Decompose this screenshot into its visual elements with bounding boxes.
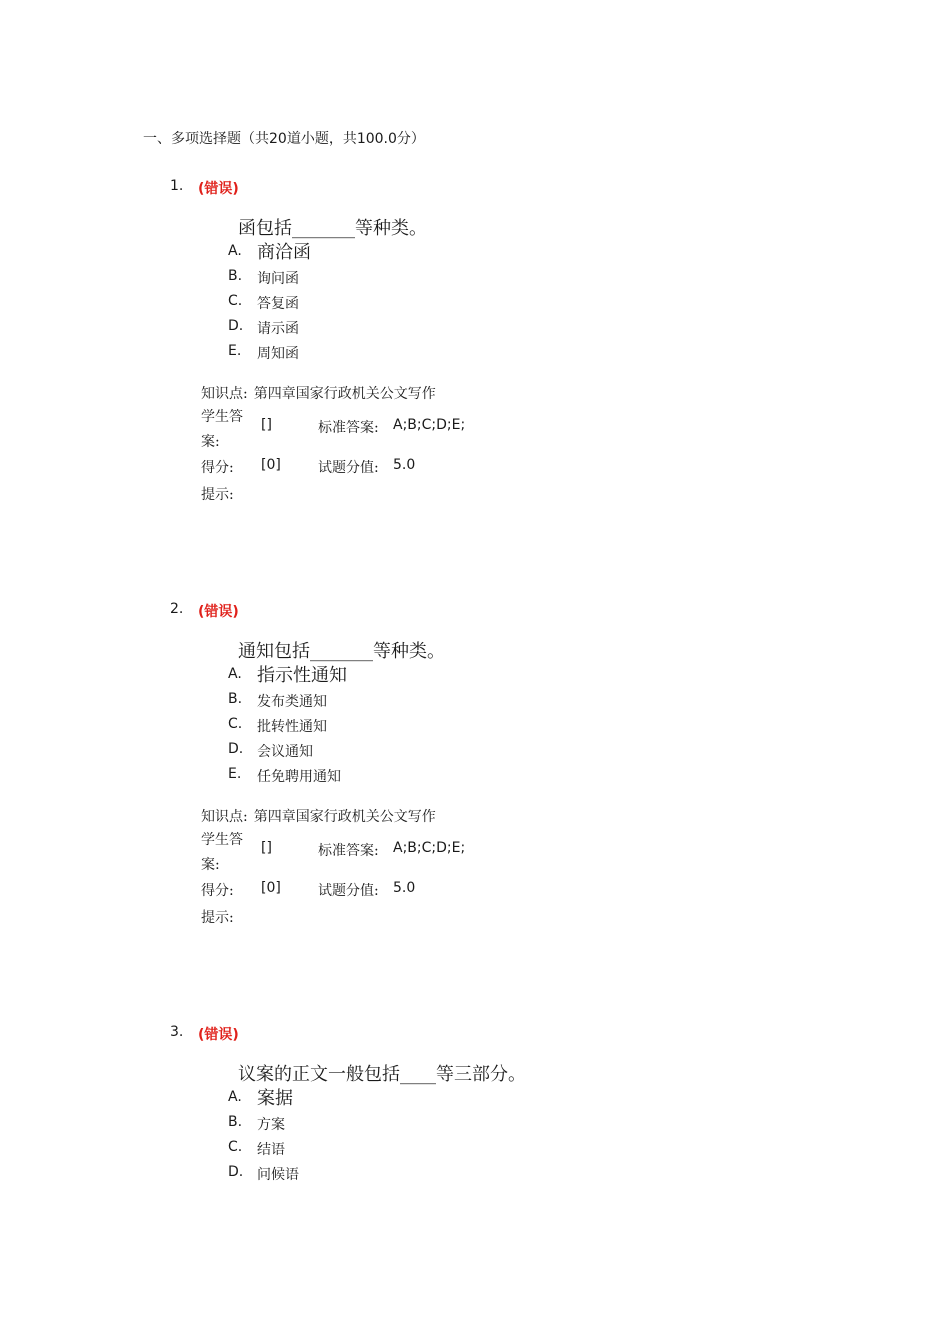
option-letter: D. <box>228 318 244 334</box>
student-answer-value: [] <box>261 840 272 856</box>
option-text: 指示性通知 <box>257 665 347 686</box>
option-text: 案据 <box>257 1088 293 1109</box>
points-value: 5.0 <box>393 457 416 473</box>
question-stem: 通知包括_______等种类。 <box>238 641 445 662</box>
option-text: 方案 <box>257 1117 285 1133</box>
standard-answer-label: 标准答案: <box>318 420 379 436</box>
question-stem: 函包括_______等种类。 <box>238 218 427 239</box>
option-letter: C. <box>228 293 243 309</box>
score-label: 得分: <box>201 883 234 899</box>
score-value: [0] <box>261 457 281 473</box>
option-letter: C. <box>228 1139 243 1155</box>
option-letter: B. <box>228 268 243 284</box>
standard-answer-value: A;B;C;D;E; <box>393 840 466 856</box>
option-letter: C. <box>228 716 243 732</box>
option-text: 问候语 <box>257 1167 299 1183</box>
standard-answer-value: A;B;C;D;E; <box>393 417 466 433</box>
points-label: 试题分值: <box>318 883 379 899</box>
question-status-badge: (错误) <box>198 181 239 197</box>
knowledge-point-label: 知识点: <box>201 809 248 825</box>
option-letter: B. <box>228 1114 243 1130</box>
standard-answer-label: 标准答案: <box>318 843 379 859</box>
question-number: 1. <box>170 178 184 194</box>
option-letter: E. <box>228 766 242 782</box>
option-text: 批转性通知 <box>257 719 327 735</box>
option-letter: D. <box>228 1164 244 1180</box>
option-text: 询问函 <box>257 271 299 287</box>
question-stem: 议案的正文一般包括____等三部分。 <box>238 1064 526 1085</box>
knowledge-point-value: 第四章国家行政机关公文写作 <box>253 386 436 402</box>
option-text: 发布类通知 <box>257 694 327 710</box>
option-text: 请示函 <box>257 321 299 337</box>
student-answer-label: 学生答案: <box>201 409 243 450</box>
option-text: 任免聘用通知 <box>257 769 341 785</box>
option-text: 周知函 <box>257 346 299 362</box>
option-letter: A. <box>228 666 242 682</box>
points-label: 试题分值: <box>318 460 379 476</box>
score-value: [0] <box>261 880 281 896</box>
question-status-badge: (错误) <box>198 1027 239 1043</box>
knowledge-point-value: 第四章国家行政机关公文写作 <box>253 809 436 825</box>
knowledge-point-row <box>201 806 436 826</box>
option-letter: D. <box>228 741 244 757</box>
knowledge-point-label: 知识点: <box>201 386 248 402</box>
question-status-badge: (错误) <box>198 604 239 620</box>
points-value: 5.0 <box>393 880 416 896</box>
section-title: 一、多项选择题（共20道小题，共100.0分） <box>143 131 425 147</box>
option-letter: A. <box>228 1089 242 1105</box>
knowledge-point-row <box>201 383 436 403</box>
option-letter: E. <box>228 343 242 359</box>
option-text: 会议通知 <box>257 744 313 760</box>
option-text: 结语 <box>257 1142 285 1158</box>
hint-label: 提示: <box>201 487 234 503</box>
score-label: 得分: <box>201 460 234 476</box>
option-text: 商洽函 <box>257 242 311 263</box>
student-answer-label: 学生答案: <box>201 832 243 873</box>
option-text: 答复函 <box>257 296 299 312</box>
option-letter: A. <box>228 243 242 259</box>
option-letter: B. <box>228 691 243 707</box>
student-answer-value: [] <box>261 417 272 433</box>
hint-label: 提示: <box>201 910 234 926</box>
question-number: 2. <box>170 601 184 617</box>
question-number: 3. <box>170 1024 184 1040</box>
